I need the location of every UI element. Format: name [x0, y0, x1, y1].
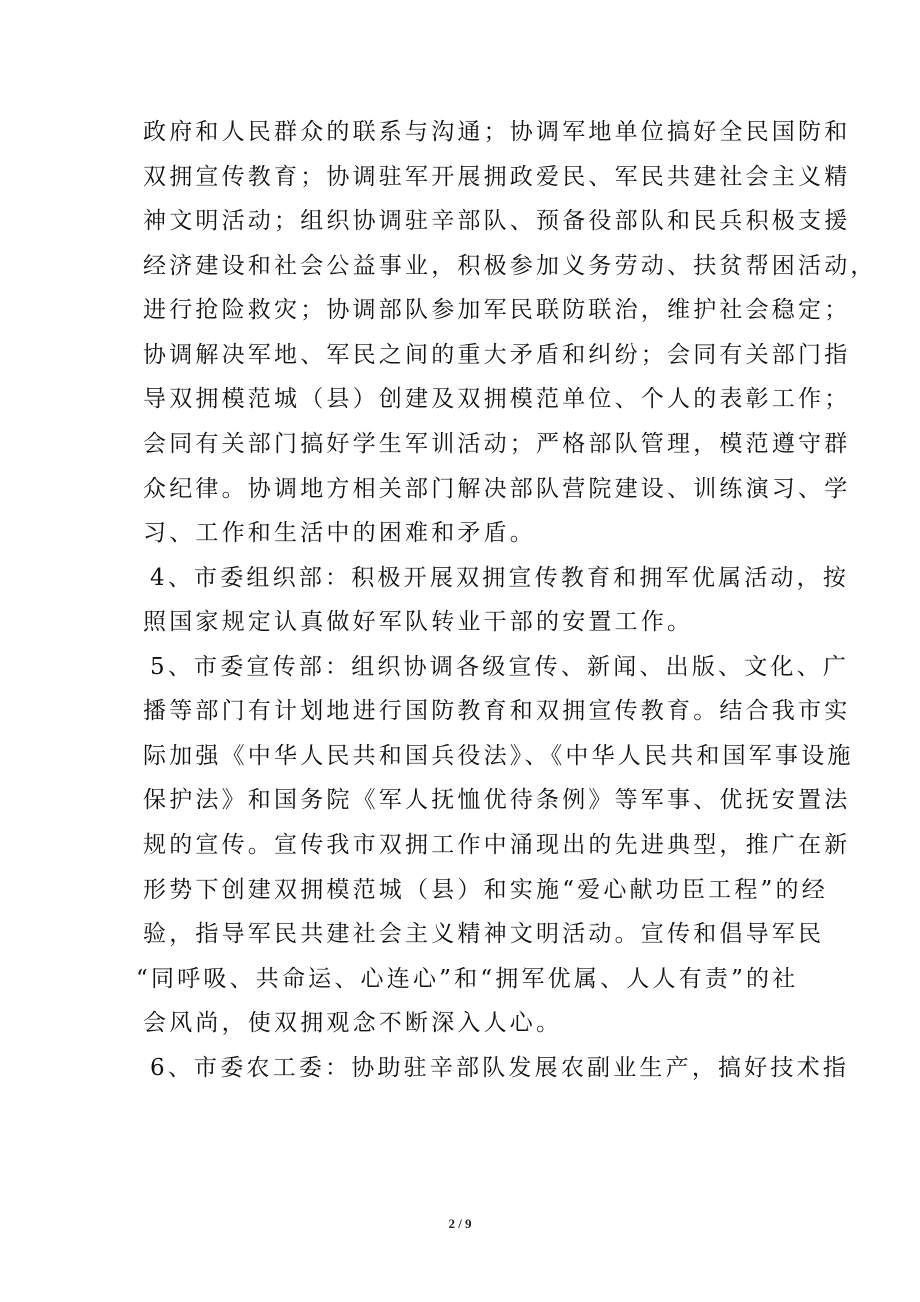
text-line: 导双拥模范城（县）创建及双拥模范单位、个人的表彰工作； [143, 386, 851, 412]
text-line: 习、工作和生活中的困难和矛盾。 [143, 520, 536, 546]
text-line: 规的宣传。宣传我市双拥工作中涌现出的先进典型，推广在新 [143, 832, 851, 858]
text-line: 经济建设和社会公益事业，积极参加义务劳动、扶贫帮困活动， [143, 253, 877, 279]
text-line: 际加强《中华人民共和国兵役法》、《中华人民共和国军事设施 [143, 743, 854, 769]
text-line: 播等部门有计划地进行国防教育和双拥宣传教育。结合我市实 [143, 698, 851, 724]
text-line: 众纪律。协调地方相关部门解决部队营院建设、训练演习、学 [143, 476, 851, 502]
text-line: 验，指导军民共建社会主义精神文明活动。宣传和倡导军民 [143, 921, 825, 947]
text-line: 协调解决军地、军民之间的重大矛盾和纠纷；会同有关部门指 [143, 342, 851, 368]
text-line: 保护法》和国务院《军人抚恤优待条例》等军事、优抚安置法 [143, 787, 851, 813]
text-line: 会同有关部门搞好学生军训活动；严格部队管理，模范遵守群 [143, 431, 851, 457]
text-line: 会风尚，使双拥观念不断深入人心。 [143, 1010, 563, 1036]
text-line: 照国家规定认真做好军队转业干部的安置工作。 [143, 609, 694, 635]
text-line: 政府和人民群众的联系与沟通；协调军地单位搞好全民国防和 [143, 119, 851, 145]
text-line: 双拥宣传教育；协调驻军开展拥政爱民、军民共建社会主义精 [143, 164, 851, 190]
page-number: 2 / 9 [448, 1216, 472, 1231]
section-heading-line: 5、市委宣传部：组织协调各级宣传、新闻、出版、文化、广 [150, 654, 850, 680]
section-heading-line: 4、市委组织部：积极开展双拥宣传教育和拥军优属活动，按 [150, 565, 850, 591]
text-line: “同呼吸、共命运、心连心”和“拥军优属、人人有责”的社 [136, 966, 799, 992]
text-line: 神文明活动；组织协调驻辛部队、预备役部队和民兵积极支援 [143, 208, 851, 234]
text-line: 形势下创建双拥模范城（县）和实施“爱心献功臣工程”的经 [143, 877, 828, 903]
section-heading-line: 6、市委农工委：协助驻辛部队发展农副业生产，搞好技术指 [150, 1055, 850, 1081]
text-line: 进行抢险救灾；协调部队参加军民联防联治，维护社会稳定； [143, 297, 851, 323]
